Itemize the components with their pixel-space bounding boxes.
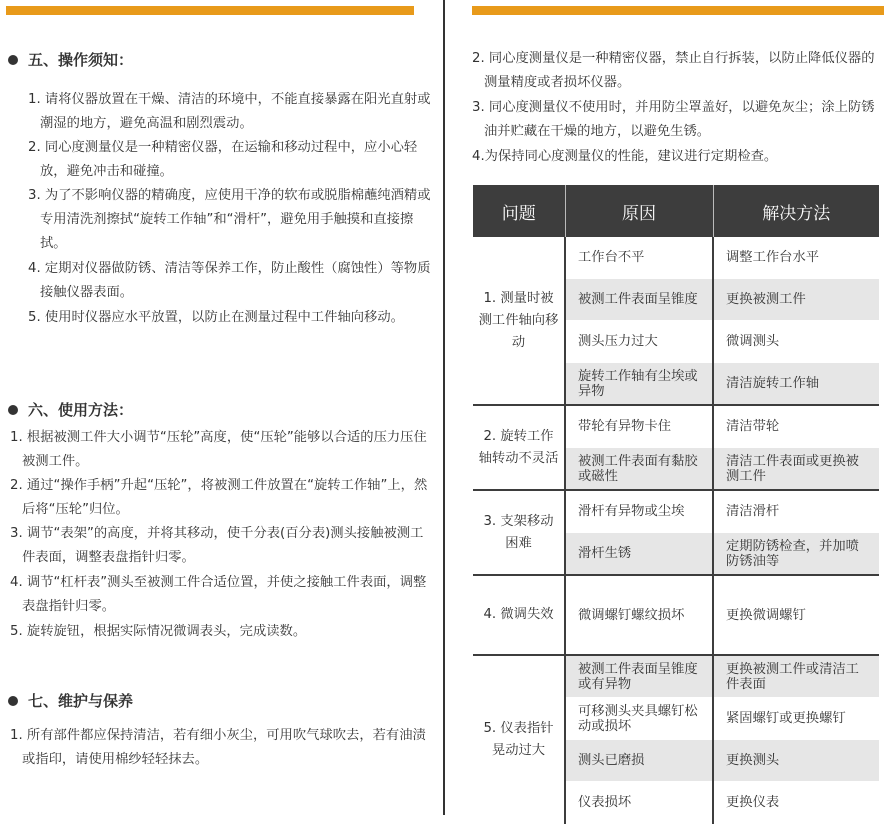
problem-cell: 1. 测量时被测工件轴向移动 [473,237,565,405]
top-accent-bar-left [6,6,414,15]
problem-cell: 2. 旋转工作轴转动不灵活 [473,405,565,490]
column-header-solution: 解决方法 [713,185,879,237]
cause-cell: 被测工件表面呈锥度 [565,279,713,321]
cause-cell: 旋转工作轴有尘埃或异物 [565,363,713,406]
cause-cell: 测头已磨损 [565,740,713,782]
troubleshooting-table [473,185,879,824]
usage-step-1: 1. 根据被测工件大小调节“压轮”高度，使“压轮”能够以合适的压力压住被测工件。 [10,430,427,469]
solution-cell: 更换被测工件或清洁工件表面 [713,655,879,698]
column-header-problem: 问题 [473,185,565,237]
usage-step-5: 5. 旋转旋钮，根据实际情况微调表头，完成读数。 [10,624,307,639]
section-heading-operation-notes: 五、操作须知： [8,49,133,70]
maintenance-item-1: 1. 所有部件都应保持清洁，若有细小灰尘，可用吹气球吹去，若有油渍或指印，请使用棉纱轻轻抹去。 [10,728,426,767]
table-row [473,490,879,533]
solution-cell: 紧固螺钉或更换螺钉 [713,698,879,740]
usage-step-2: 2. 通过“操作手柄”升起“压轮”，将被测工件放置在“旋转工作轴”上，然后将“压轮”归位。 [10,478,428,517]
solution-cell: 定期防锈检查，并加喷防锈油等 [713,533,879,576]
cause-cell: 带轮有异物卡住 [565,405,713,448]
column-header-cause: 原因 [565,185,713,237]
operation-note-4: 4. 定期对仪器做防锈、清洁等保养工作，防止酸性（腐蚀性）等物质接触仪器表面。 [28,261,431,300]
solution-cell: 微调测头 [713,321,879,363]
solution-cell: 更换测头 [713,740,879,782]
bullet-icon [8,696,18,706]
solution-cell: 调整工作台水平 [713,237,879,279]
bullet-icon [8,405,18,415]
cause-cell: 可移测头夹具螺钉松动或损坏 [565,698,713,740]
cause-cell: 滑杆有异物或尘埃 [565,490,713,533]
maintenance-item-4: 4.为保持同心度测量仪的性能，建议进行定期检查。 [472,149,778,164]
solution-cell: 清洁工件表面或更换被测工件 [713,448,879,491]
table-header-row [473,185,879,237]
solution-cell: 清洁带轮 [713,405,879,448]
operation-note-3: 3. 为了不影响仪器的精确度，应使用干净的软布或脱脂棉蘸纯酒精或专用清洗剂擦拭“旋转工作轴”和“滑杆”，避免用手触摸和直接擦拭。 [28,188,431,251]
section-heading-usage: 六、使用方法： [8,399,133,420]
solution-cell: 清洁滑杆 [713,490,879,533]
operation-note-2: 2. 同心度测量仪是一种精密仪器，在运输和移动过程中，应小心轻放，避免冲击和碰撞。 [28,140,418,179]
top-accent-bar-right [472,6,884,15]
operation-note-5: 5. 使用时仪器应水平放置，以防止在测量过程中工件轴向移动。 [28,310,404,325]
table-row [473,575,879,655]
cause-cell: 工作台不平 [565,237,713,279]
solution-cell: 更换仪表 [713,782,879,824]
table-row [473,237,879,279]
solution-cell: 清洁旋转工作轴 [713,363,879,406]
cause-cell: 被测工件表面有黏胶或磁性 [565,448,713,491]
cause-cell: 滑杆生锈 [565,533,713,576]
problem-cell: 5. 仪表指针晃动过大 [473,655,565,824]
problem-cell: 4. 微调失效 [473,575,565,655]
table-row [473,405,879,448]
solution-cell: 更换微调螺钉 [713,575,879,655]
table-row [473,655,879,698]
usage-step-4: 4. 调节“杠杆表”测头至被测工件合适位置，并使之接触工件表面，调整表盘指针归零。 [10,575,427,614]
section-heading-maintenance: 七、维护与保养 [8,690,133,711]
bullet-icon [8,55,18,65]
operation-note-1: 1. 请将仪器放置在干燥、清洁的环境中，不能直接暴露在阳光直射或潮湿的地方，避免高温和剧烈震动。 [28,92,431,131]
maintenance-item-2: 2. 同心度测量仪是一种精密仪器，禁止自行拆装，以防止降低仪器的测量精度或者损坏仪器。 [472,51,875,90]
cause-cell: 微调螺钉螺纹损坏 [565,575,713,655]
cause-cell: 仪表损坏 [565,782,713,824]
cause-cell: 被测工件表面呈锥度或有异物 [565,655,713,698]
column-divider [443,0,445,815]
cause-cell: 测头压力过大 [565,321,713,363]
usage-step-3: 3. 调节“表架”的高度，并将其移动，使千分表(百分表)测头接触被测工件表面，调整表盘指针归零。 [10,526,424,565]
problem-cell: 3. 支架移动困难 [473,490,565,575]
solution-cell: 更换被测工件 [713,279,879,321]
maintenance-item-3: 3. 同心度测量仪不使用时，并用防尘罩盖好，以避免灰尘；涂上防锈油并贮藏在干燥的地方，以避免生锈。 [472,100,875,139]
